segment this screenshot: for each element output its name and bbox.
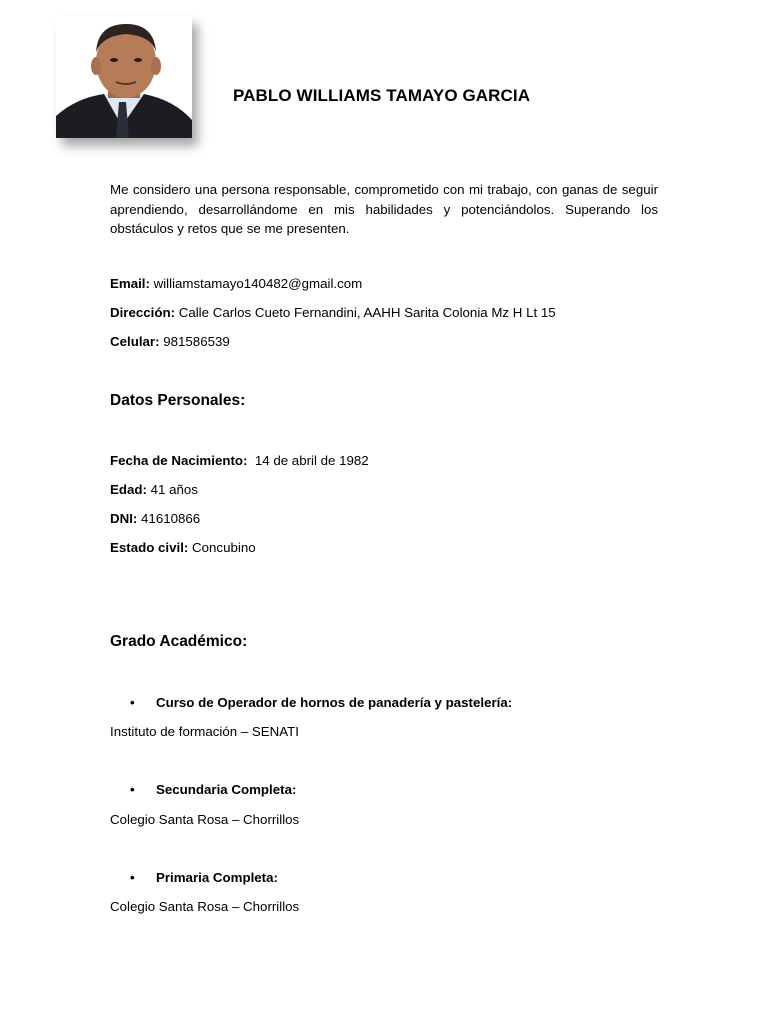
email-value: williamstamayo140482@gmail.com	[153, 276, 363, 291]
education-institution-3: Colegio Santa Rosa – Chorrillos	[110, 899, 300, 914]
age-value: 41 años	[150, 482, 198, 497]
birthdate-label: Fecha de Nacimiento:	[110, 453, 248, 468]
civil-status-value: Concubino	[192, 540, 256, 555]
education-heading: Grado Académico:	[110, 633, 248, 650]
education-degree-1	[130, 695, 512, 710]
address-value: Calle Carlos Cueto Fernandini, AAHH Sarita Colonia Mz H Lt 15	[178, 305, 556, 320]
education-institution-1: Instituto de formación – SENATI	[110, 724, 299, 739]
civil-status-row	[110, 540, 256, 555]
degree-label: Primaria Completa:	[156, 870, 278, 885]
degree-label: Curso de Operador de hornos de panadería y pastelería:	[156, 695, 513, 710]
age-row	[110, 482, 198, 497]
birthdate-row	[110, 453, 369, 468]
dni-label: DNI:	[110, 511, 138, 526]
education-degree-3	[130, 870, 278, 885]
phone-row	[110, 334, 230, 349]
phone-label: Celular:	[110, 334, 160, 349]
address-label: Dirección:	[110, 305, 176, 320]
bullet-icon: •	[130, 782, 135, 797]
email-row	[110, 276, 362, 291]
phone-value: 981586539	[163, 334, 230, 349]
dni-value: 41610866	[141, 511, 201, 526]
degree-label: Secundaria Completa:	[156, 782, 297, 797]
email-label: Email:	[110, 276, 150, 291]
bullet-icon: •	[130, 695, 135, 710]
age-label: Edad:	[110, 482, 147, 497]
profile-summary: Me considero una persona responsable, comprometido con mi trabajo, con ganas de seguir aprendiendo, desarrollándome en mis habilidades y potenciándolos. Superando los obstáculos y retos que se me presenten.	[110, 182, 658, 236]
education-degree-2	[130, 782, 296, 797]
bullet-icon: •	[130, 870, 135, 885]
personal-data-heading: Datos Personales:	[110, 392, 246, 409]
civil-status-label: Estado civil:	[110, 540, 189, 555]
address-row	[110, 305, 556, 320]
birthdate-value: 14 de abril de 1982	[254, 453, 369, 468]
education-institution-2: Colegio Santa Rosa – Chorrillos	[110, 812, 300, 827]
candidate-name: PABLO WILLIAMS TAMAYO GARCIA	[233, 86, 531, 105]
profile-photo	[56, 16, 192, 138]
dni-row	[110, 511, 200, 526]
